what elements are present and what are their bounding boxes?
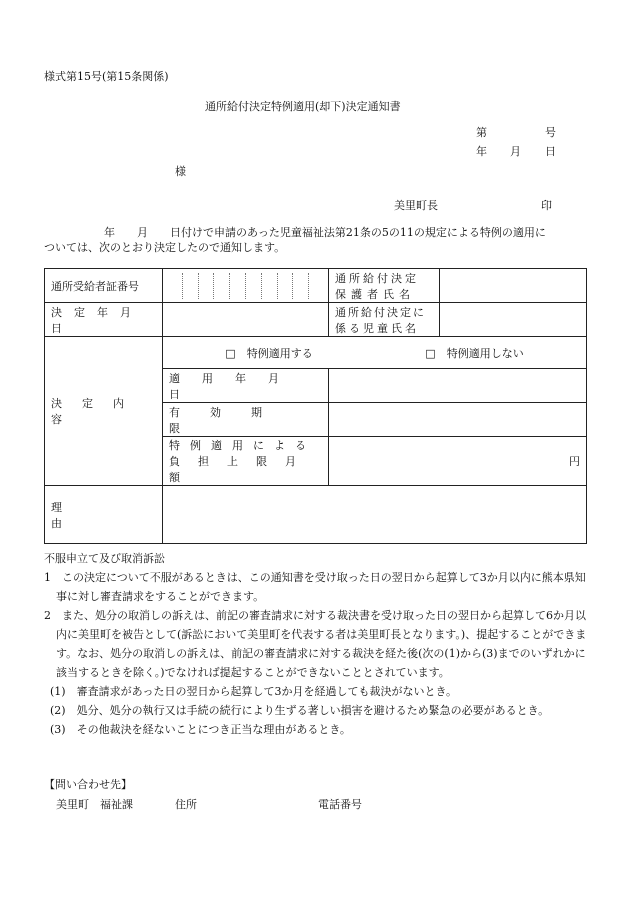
body-line-1: 年 月 日付けで申請のあった児童福祉法第21条の5の11の規定による特例の適用に [104,226,546,239]
not-apply-checkbox[interactable]: □ 特例適用しない [425,346,524,360]
decision-content-label: 決定内容 [45,337,163,486]
contact-heading: 【問い合わせ先】 [44,778,132,791]
child-name-value[interactable] [440,303,587,337]
page-title: 通所給付決定特例適用(却下)決定通知書 [205,100,401,113]
apply-date-label: 適用年月日 [163,369,329,403]
contact-org: 美里町 福祉課 [56,798,133,811]
decision-table [44,268,587,544]
decision-date-value[interactable] [163,303,329,337]
appeal-sub-1: (1) 審査請求があった日の翌日から起算して3か月を経過しても裁決がないとき。 [50,685,458,698]
body-line-2: ついては、次のとおり決定したので通知します。 [44,241,286,254]
seal-mark: 印 [541,199,552,212]
appeal-sub-2: (2) 処分、処分の執行又は手続の続行により生ずる著しい損害を避けるため緊急の必要があるとき。 [50,704,550,717]
apply-date-value[interactable] [329,369,587,403]
appeal-notes [44,549,589,739]
reason-value[interactable] [163,486,587,544]
addressee-suffix: 様 [175,165,186,178]
burden-limit-label: 特例適用による 負担上限月額 [163,437,329,486]
guardian-name-label: 通所給付決定 保護者氏名 [329,269,440,303]
date-day: 日 [545,145,556,158]
issuer: 美里町長 [394,199,438,212]
apply-checkbox[interactable]: □ 特例適用する [225,346,313,360]
doc-number-dai: 第 [476,126,487,139]
burden-limit-value[interactable]: 円 [329,437,587,486]
date-year: 年 [476,145,487,158]
contact-phone-label: 電話番号 [318,798,362,811]
recipient-cert-no-cells[interactable] [163,269,329,303]
child-name-label: 通所給付決定に 係る児童氏名 [329,303,440,337]
doc-number-go: 号 [545,126,556,139]
contact-address-label: 住所 [175,798,197,811]
appeal-item-2: 2 また、処分の取消しの訴えは、前記の審査請求に対する裁決書を受け取った日の翌日から起算して6か月以内に美里町を被告として(訴訟において美里町を代表する者は美里町長となります。)、提起することができます。なお、処分の取消しの訴えは、前記の審査請求に対する裁決を経た後(次の(1)から(3)までのいずれかに該当するときを除く。)でなければ提起することができないこととされています。 [44,609,587,679]
valid-period-label: 有効期限 [163,403,329,437]
appeal-sub-3: (3) その他裁決を経ないことにつき正当な理由があるとき。 [50,723,351,736]
valid-period-value[interactable] [329,403,587,437]
form-number: 様式第15号(第15条関係) [44,70,169,83]
recipient-cert-no-label: 通所受給者証番号 [45,269,163,303]
apply-options [163,337,587,369]
date-month: 月 [510,145,521,158]
guardian-name-value[interactable] [440,269,587,303]
reason-label: 理由 [45,486,163,544]
appeal-heading: 不服申立て及び取消訴訟 [44,552,165,565]
appeal-item-1: 1 この決定について不服があるときは、この通知書を受け取った日の翌日から起算して3か月以内に熊本県知事に対し審査請求をすることができます。 [44,571,586,603]
decision-date-label: 決定年月日 [45,303,163,337]
